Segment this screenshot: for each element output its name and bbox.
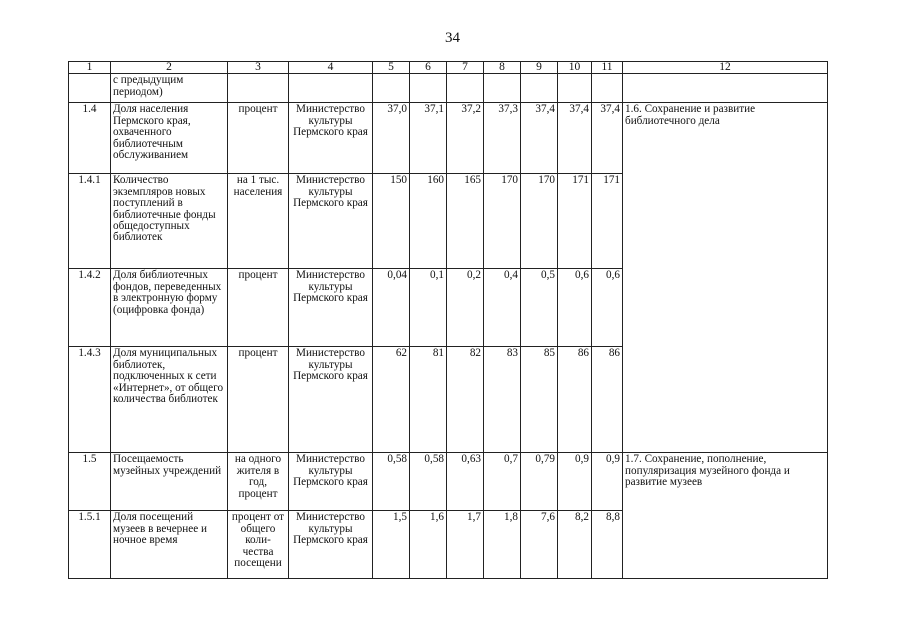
indicator-cell: Доля муниципальных библиотек, подключенных к сети «Интернет», от общего количества библиотек (111, 347, 228, 453)
value-cell: 0,58 (373, 453, 410, 511)
header-cell: 10 (558, 62, 592, 74)
header-row (69, 62, 828, 74)
unit-cell: на 1 тыс. населения (228, 174, 289, 269)
value-cell: 0,4 (484, 269, 521, 347)
value-cell: 0,63 (447, 453, 484, 511)
indicator-cell: Доля библиотечных фондов, переведенных в электронную форму (оцифровка фонда) (111, 269, 228, 347)
row-number: 1.4 (69, 103, 111, 174)
value-cell: 62 (373, 347, 410, 453)
page-number: 34 (445, 30, 460, 46)
header-cell: 6 (410, 62, 447, 74)
header-cell: 1 (69, 62, 111, 74)
header-cell: 11 (592, 62, 623, 74)
value-cell: 1,6 (410, 511, 447, 579)
unit-cell: процент (228, 103, 289, 174)
row-number: 1.5 (69, 453, 111, 511)
value-cell: 37,0 (373, 103, 410, 174)
value-cell: 0,04 (373, 269, 410, 347)
row-number: 1.4.2 (69, 269, 111, 347)
indicator-cell: Количество экземпляров новых поступлений в библиотечные фонды общедоступных библиотек (111, 174, 228, 269)
value-cell: 0,58 (410, 453, 447, 511)
value-cell: 37,2 (447, 103, 484, 174)
value-cell: 7,6 (521, 511, 558, 579)
value-cell: 86 (592, 347, 623, 453)
organization-cell: Министерство культуры Пермского края (289, 103, 373, 174)
value-cell: 85 (521, 347, 558, 453)
value-cell: 83 (484, 347, 521, 453)
value-cell: 171 (592, 174, 623, 269)
value-cell: 1,8 (484, 511, 521, 579)
header-cell: 8 (484, 62, 521, 74)
header-cell: 7 (447, 62, 484, 74)
row-number: 1.4.1 (69, 174, 111, 269)
continuation-row (69, 74, 828, 103)
value-cell: 37,1 (410, 103, 447, 174)
value-cell: 0,9 (558, 453, 592, 511)
value-cell: 160 (410, 174, 447, 269)
value-cell: 8,2 (558, 511, 592, 579)
value-cell: 0,6 (558, 269, 592, 347)
value-cell: 37,3 (484, 103, 521, 174)
value-cell: 0,1 (410, 269, 447, 347)
row-number: 1.5.1 (69, 511, 111, 579)
value-cell: 165 (447, 174, 484, 269)
indicator-cell: Доля посещений музеев в вечернее и ночное время (111, 511, 228, 579)
indicator-cell: Доля населения Пермского края, охваченного библиотечным обслуживанием (111, 103, 228, 174)
organization-cell: Министерство культуры Пермского края (289, 269, 373, 347)
task-cell-museum: 1.7. Сохранение, пополнение, популяризация музейного фонда и развитие музеев (623, 453, 828, 579)
indicators-table (68, 61, 828, 579)
value-cell: 0,2 (447, 269, 484, 347)
row-number: 1.4.3 (69, 347, 111, 453)
value-cell: 1,5 (373, 511, 410, 579)
indicator-cell: с предыдущим периодом) (111, 74, 228, 103)
unit-cell: процент (228, 347, 289, 453)
value-cell: 1,7 (447, 511, 484, 579)
value-cell: 37,4 (558, 103, 592, 174)
header-cell: 5 (373, 62, 410, 74)
header-cell: 12 (623, 62, 828, 74)
value-cell: 37,4 (521, 103, 558, 174)
organization-cell: Министерство культуры Пермского края (289, 174, 373, 269)
value-cell: 170 (484, 174, 521, 269)
header-cell: 4 (289, 62, 373, 74)
table-row (69, 453, 828, 511)
value-cell: 0,7 (484, 453, 521, 511)
value-cell: 0,9 (592, 453, 623, 511)
value-cell: 0,6 (592, 269, 623, 347)
organization-cell: Министерство культуры Пермского края (289, 453, 373, 511)
header-cell: 9 (521, 62, 558, 74)
value-cell: 170 (521, 174, 558, 269)
indicator-cell: Посещаемость музейных учреждений (111, 453, 228, 511)
value-cell: 0,5 (521, 269, 558, 347)
value-cell: 81 (410, 347, 447, 453)
value-cell: 37,4 (592, 103, 623, 174)
unit-cell: процент от общего коли-чества посещени (228, 511, 289, 579)
value-cell: 150 (373, 174, 410, 269)
header-cell: 2 (111, 62, 228, 74)
unit-cell: процент (228, 269, 289, 347)
header-cell: 3 (228, 62, 289, 74)
value-cell: 8,8 (592, 511, 623, 579)
task-cell-library: 1.6. Сохранение и развитие библиотечного дела (623, 103, 828, 453)
table-row (69, 103, 828, 174)
unit-cell: на одного жителя в год, процент (228, 453, 289, 511)
value-cell: 0,79 (521, 453, 558, 511)
value-cell: 82 (447, 347, 484, 453)
value-cell: 171 (558, 174, 592, 269)
value-cell: 86 (558, 347, 592, 453)
organization-cell: Министерство культуры Пермского края (289, 511, 373, 579)
organization-cell: Министерство культуры Пермского края (289, 347, 373, 453)
